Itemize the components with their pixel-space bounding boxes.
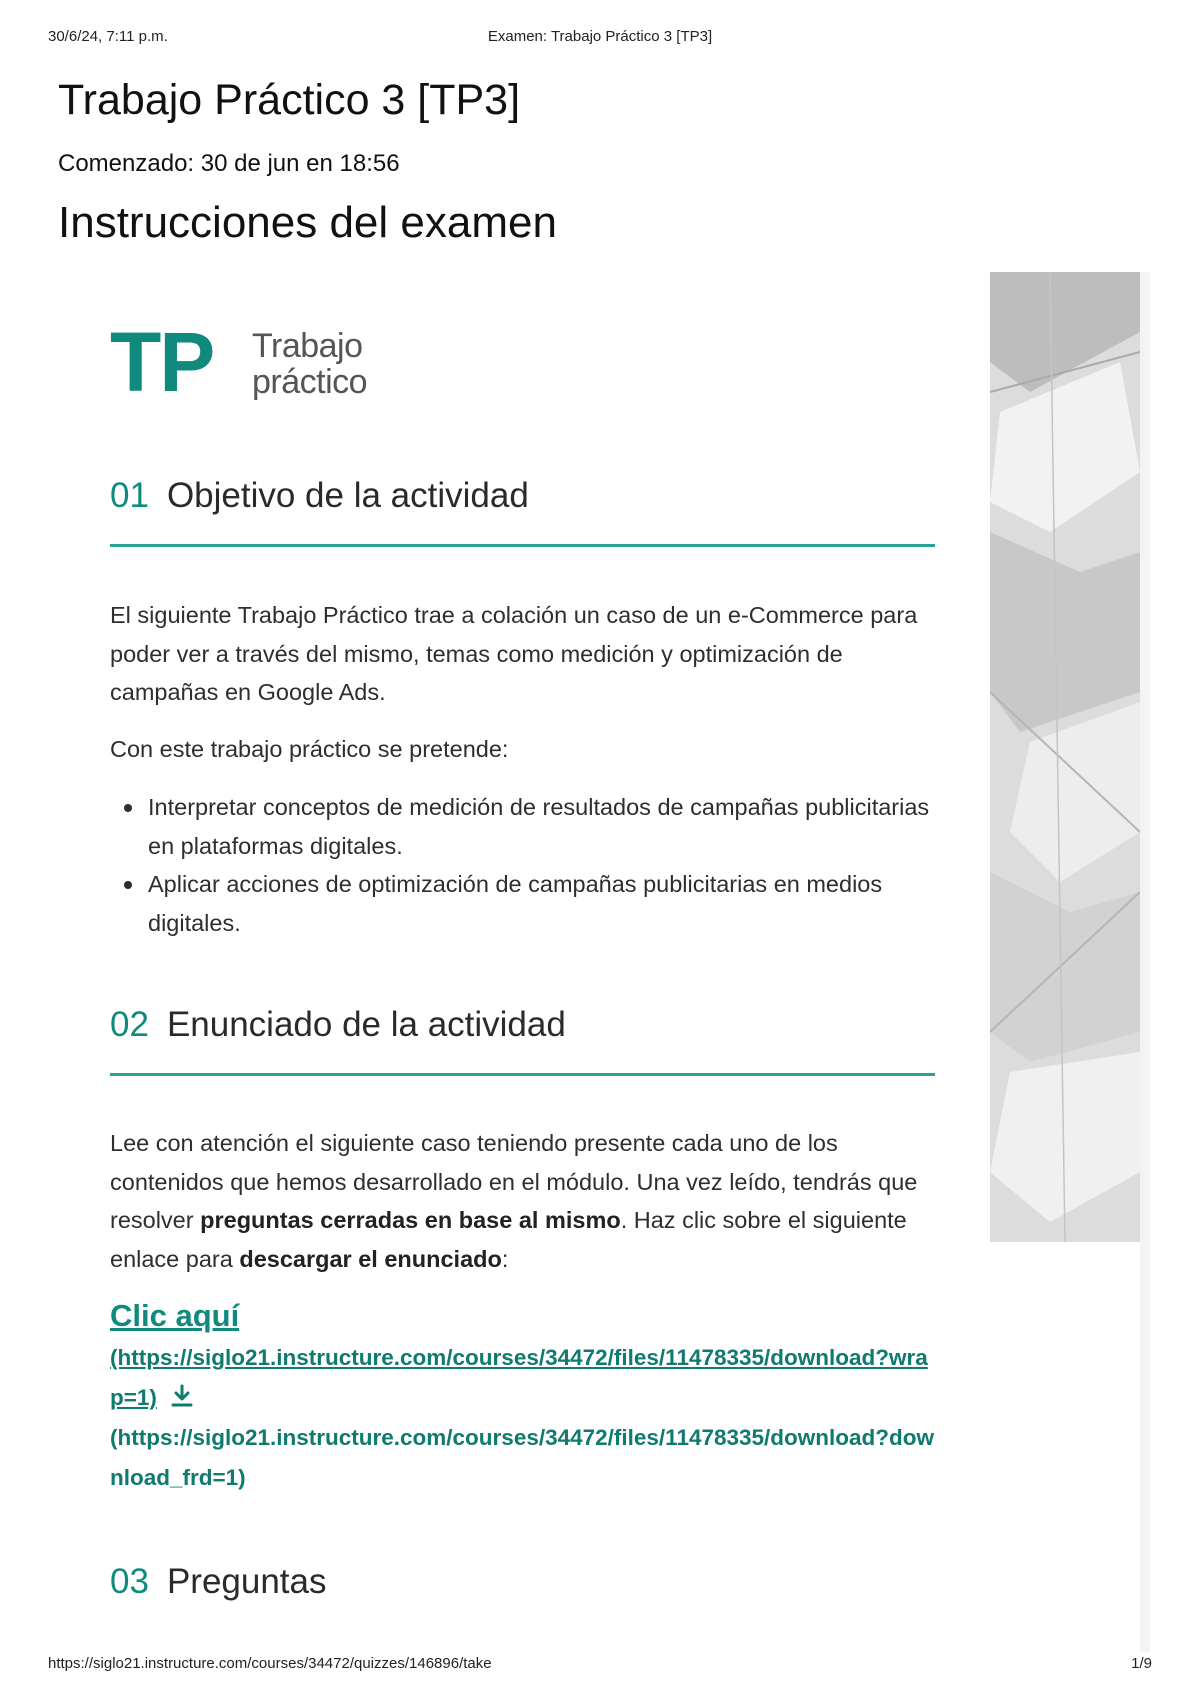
section-title: Preguntas xyxy=(166,1562,327,1601)
download-link[interactable]: Clic aquí xyxy=(110,1298,240,1333)
print-header xyxy=(48,28,1152,52)
instructions-heading: Instrucciones del examen xyxy=(58,198,557,247)
statement-text: Lee con atención el siguiente caso teniendo presente cada uno de los contenidos que hemos desarrollado en el módulo. Una vez leído, tendrás que resolver xyxy=(110,1130,918,1233)
objective-paragraph: El siguiente Trabajo Práctico trae a colación un caso de un e-Commerce para poder ver a través del mismo, temas como medición y optimización de campañas en Google Ads. xyxy=(110,602,918,705)
download-direct-url[interactable]: (https://siglo21.instructure.com/courses/34472/files/11478335/download?download_frd=1) xyxy=(110,1425,935,1490)
print-page-number: 1/9 xyxy=(1131,1655,1152,1672)
download-url[interactable] xyxy=(110,1338,940,1422)
logo-tp-mark: TP xyxy=(110,315,214,409)
section-title: Objetivo de la actividad xyxy=(166,476,529,515)
trabajo-practico-logo xyxy=(110,315,410,418)
section-questions-heading xyxy=(110,1562,935,1630)
logo-line-2: práctico xyxy=(252,363,368,401)
scrollbar-track[interactable] xyxy=(1140,272,1150,1652)
statement-text: . Haz clic sobre el siguiente enlace para xyxy=(110,1207,907,1272)
section-objective-heading xyxy=(110,476,935,547)
section-number: 01 xyxy=(110,476,149,515)
print-page-url: https://siglo21.instructure.com/courses/34472/quizzes/146896/take xyxy=(48,1655,492,1672)
started-timestamp: Comenzado: 30 de jun en 18:56 xyxy=(58,150,400,177)
logo-line-1: Trabajo xyxy=(252,327,363,365)
statement-bold-text: preguntas cerradas en base al mismo xyxy=(200,1207,621,1233)
print-date: 30/6/24, 7:11 p.m. xyxy=(48,28,168,45)
statement-bold-text: descargar el enunciado xyxy=(239,1245,502,1272)
logo-label xyxy=(252,328,367,400)
statement-paragraph xyxy=(110,1124,940,1278)
statement-text: : xyxy=(501,1245,509,1272)
section-number: 03 xyxy=(110,1562,149,1601)
download-url-wrap[interactable]: (https://siglo21.instructure.com/courses/34472/files/11478335/download?wrap=1) xyxy=(110,1345,928,1410)
list-item: Interpretar conceptos de medición de resultados de campañas publicitarias en plataformas digitales. xyxy=(110,788,940,865)
section-number: 02 xyxy=(110,1005,149,1044)
section-statement-heading xyxy=(110,1005,935,1076)
list-item: Aplicar acciones de optimización de campañas publicitarias en medios digitales. xyxy=(110,865,940,942)
page-title: Trabajo Práctico 3 [TP3] xyxy=(58,76,521,124)
decorative-architecture-image xyxy=(990,272,1140,1242)
objective-list xyxy=(110,788,940,942)
print-document-title: Examen: Trabajo Práctico 3 [TP3] xyxy=(487,28,713,45)
objective-intro: Con este trabajo práctico se pretende: xyxy=(110,736,509,762)
print-footer xyxy=(48,1655,1152,1679)
download-icon[interactable] xyxy=(169,1382,195,1422)
section-title: Enunciado de la actividad xyxy=(166,1005,566,1044)
